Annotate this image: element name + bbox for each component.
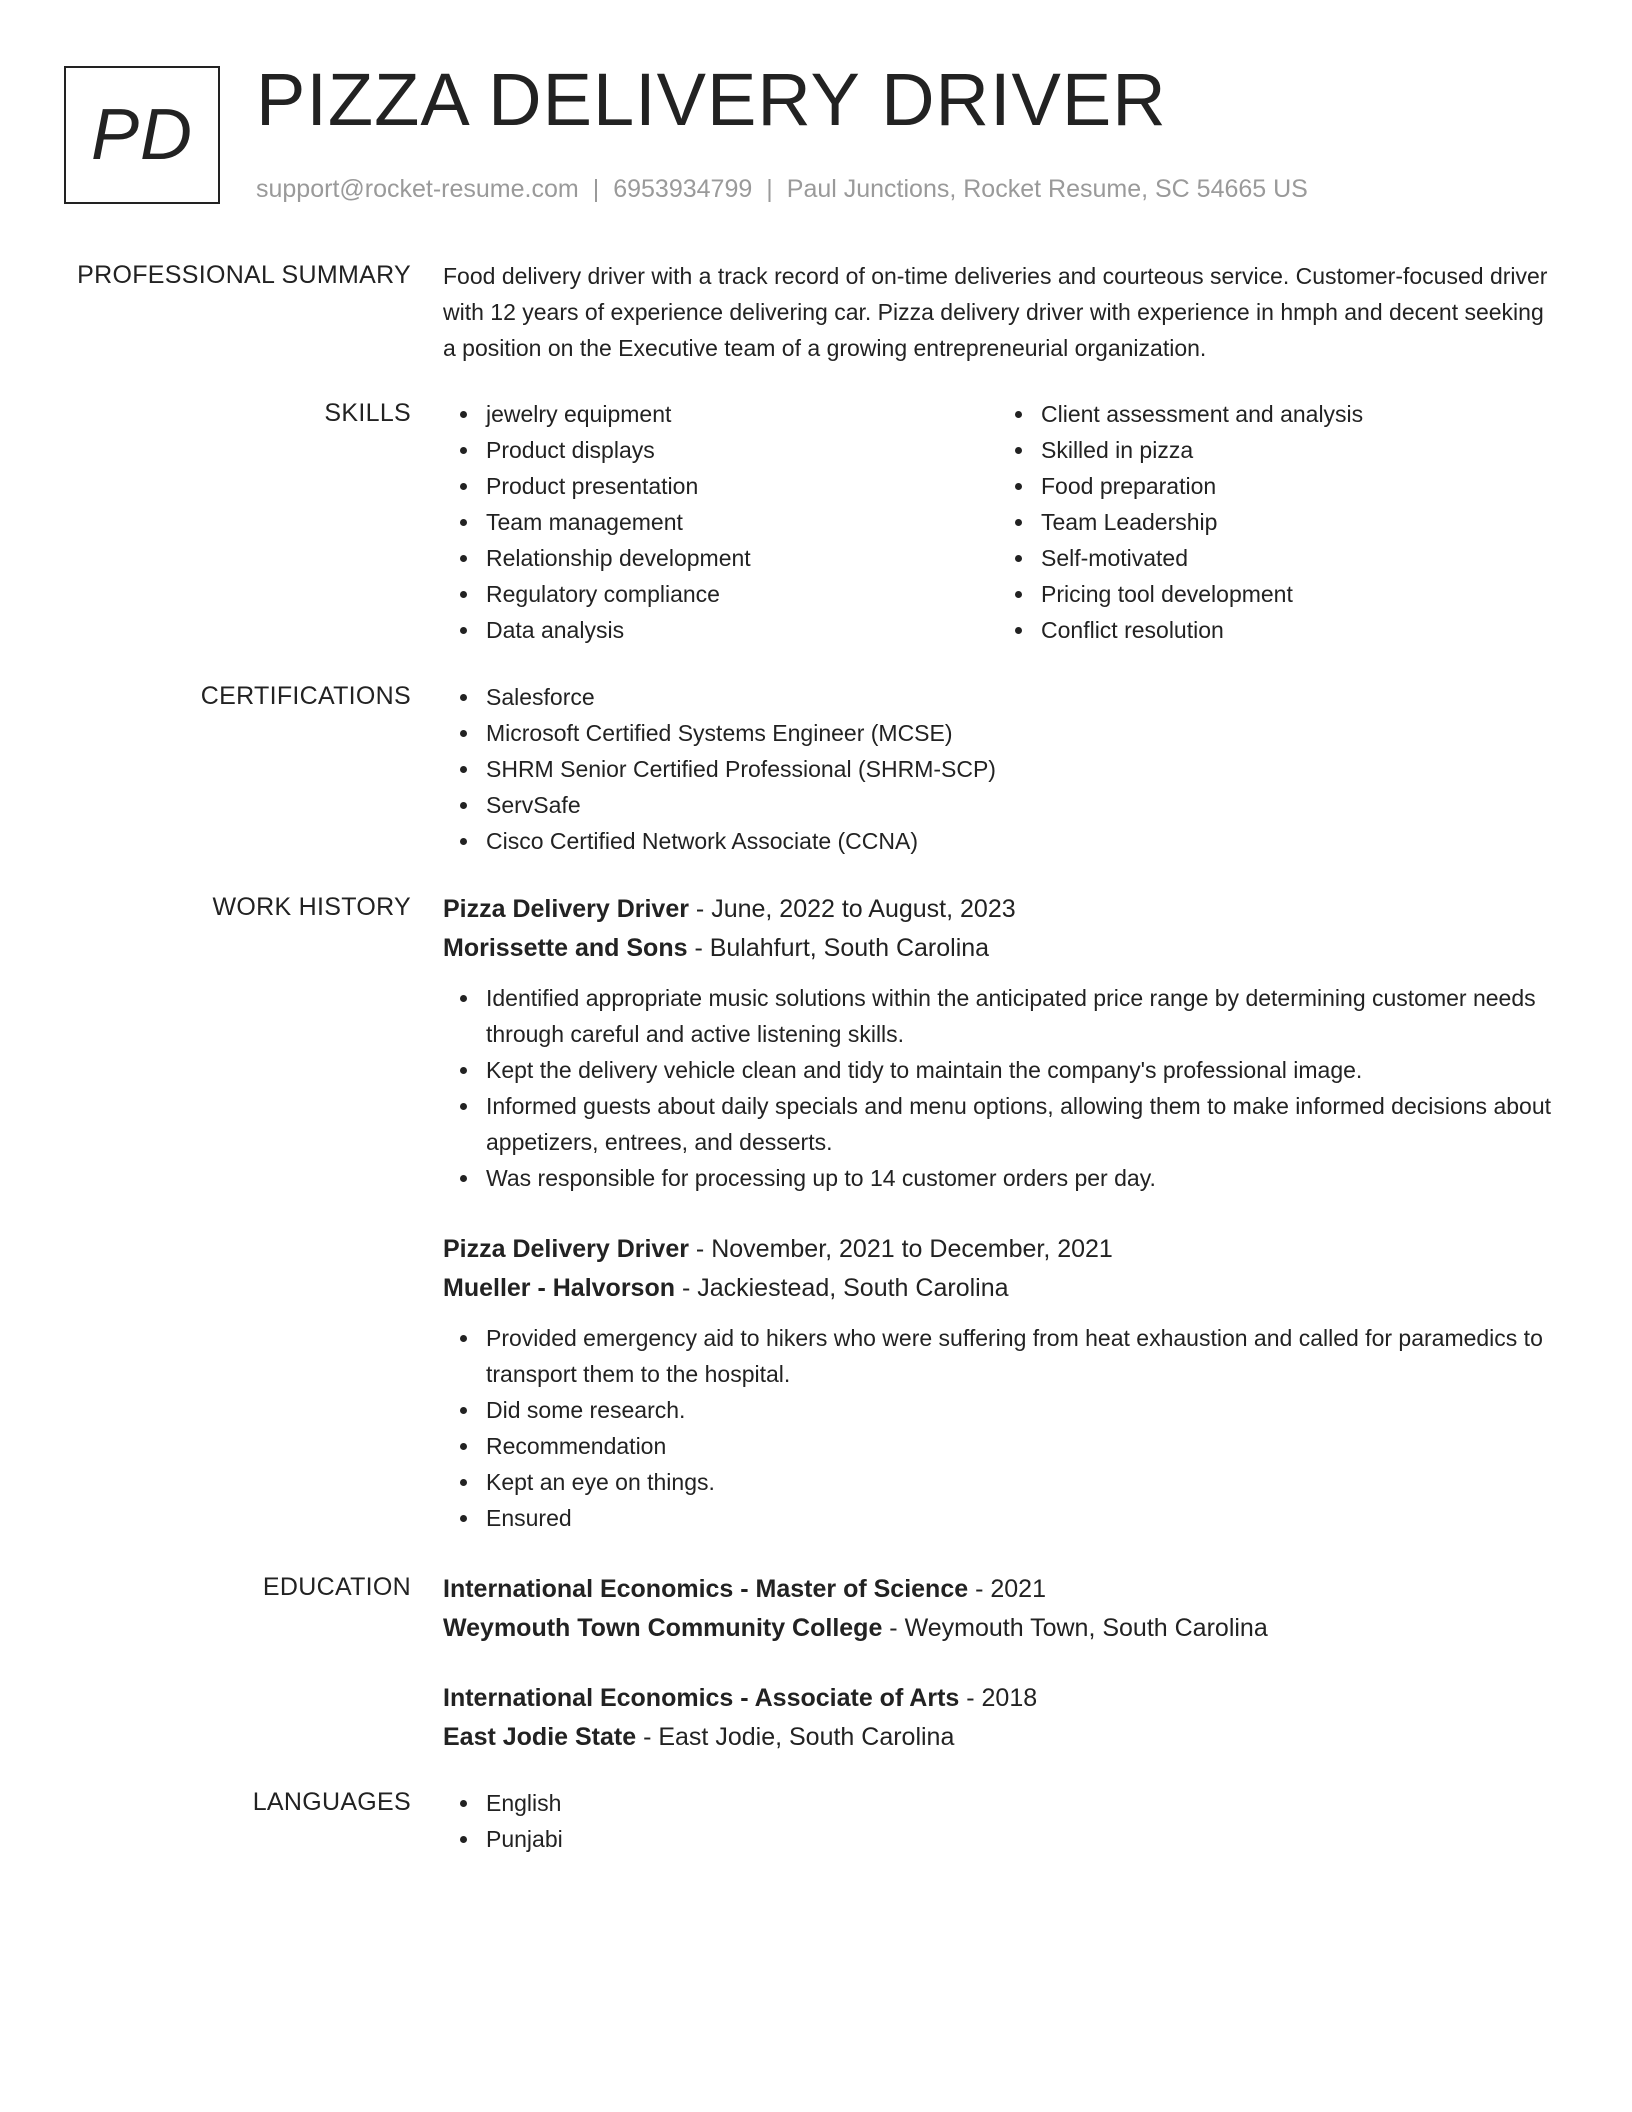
education-degree: International Economics - Associate of Arts xyxy=(443,1684,960,1712)
contact-separator: | xyxy=(592,175,600,203)
job-location: - Jackiestead, South Carolina xyxy=(675,1274,1009,1302)
skills-list-right xyxy=(998,396,1553,648)
section-label-languages: LANGUAGES xyxy=(252,1788,411,1816)
skill-item: Regulatory compliance xyxy=(486,576,998,612)
job-bullet: Kept an eye on things. xyxy=(486,1464,1553,1500)
job-bullets xyxy=(443,1320,1553,1536)
education-school: Weymouth Town Community College xyxy=(443,1614,883,1642)
job-bullet: Kept the delivery vehicle clean and tidy to maintain the company's professional image. xyxy=(486,1052,1553,1088)
job-title-line xyxy=(443,890,1553,929)
certification-item: Microsoft Certified Systems Engineer (MCSE) xyxy=(486,715,1553,751)
education-location: - Weymouth Town, South Carolina xyxy=(882,1614,1268,1642)
section-label-education: EDUCATION xyxy=(262,1573,411,1601)
monogram-initials: PD xyxy=(90,95,194,175)
section-label-certifications: CERTIFICATIONS xyxy=(200,682,411,710)
job-bullet: Identified appropriate music solutions within the anticipated price range by determining customer needs through careful and active listening skills. xyxy=(486,980,1553,1052)
job-location: - Bulahfurt, South Carolina xyxy=(687,934,990,962)
education-degree: International Economics - Master of Science xyxy=(443,1575,969,1603)
job-bullet: Recommendation xyxy=(486,1428,1553,1464)
education-degree-line xyxy=(443,1679,1553,1718)
resume-title: PIZZA DELIVERY DRIVER xyxy=(256,58,1167,141)
skill-item: Relationship development xyxy=(486,540,998,576)
section-label-work-history: WORK HISTORY xyxy=(212,893,411,921)
job-title: Pizza Delivery Driver xyxy=(443,895,689,923)
skill-item: Product presentation xyxy=(486,468,998,504)
skill-item: Product displays xyxy=(486,432,998,468)
certification-item: Salesforce xyxy=(486,679,1553,715)
job-bullet: Informed guests about daily specials and menu options, allowing them to make informed decisions about appetizers, entrees, and desserts. xyxy=(486,1088,1553,1160)
contact-phone: 6953934799 xyxy=(613,175,753,203)
job-entry xyxy=(443,1230,1553,1536)
languages-list xyxy=(443,1785,1553,1857)
skill-item: Conflict resolution xyxy=(1041,612,1553,648)
education-body xyxy=(443,1570,1553,1648)
work-history-body-2 xyxy=(443,1230,1553,1536)
education-degree-line xyxy=(443,1570,1553,1609)
work-history-body xyxy=(443,890,1553,1196)
section-label-skills: SKILLS xyxy=(324,399,411,427)
education-year: - 2021 xyxy=(968,1575,1046,1603)
skills-body xyxy=(443,396,1553,648)
job-title-line xyxy=(443,1230,1553,1269)
job-company: Mueller - Halvorson xyxy=(443,1274,675,1302)
job-dates: - June, 2022 to August, 2023 xyxy=(688,895,1016,923)
section-label-summary: PROFESSIONAL SUMMARY xyxy=(77,261,411,289)
monogram-box xyxy=(64,66,220,204)
job-bullet: Provided emergency aid to hikers who were suffering from heat exhaustion and called for paramedics to transport them to the hospital. xyxy=(486,1320,1553,1392)
certifications-list xyxy=(443,679,1553,859)
skill-item: Self-motivated xyxy=(1041,540,1553,576)
skill-item: jewelry equipment xyxy=(486,396,998,432)
job-company-line xyxy=(443,929,1553,968)
certifications-body xyxy=(443,679,1553,859)
certification-item: ServSafe xyxy=(486,787,1553,823)
job-bullets xyxy=(443,980,1553,1196)
job-company-line xyxy=(443,1269,1553,1308)
summary-body xyxy=(443,258,1553,366)
job-bullet: Was responsible for processing up to 14 customer orders per day. xyxy=(486,1160,1553,1196)
education-school: East Jodie State xyxy=(443,1723,637,1751)
job-company: Morissette and Sons xyxy=(443,934,688,962)
education-location: - East Jodie, South Carolina xyxy=(636,1723,955,1751)
job-dates: - November, 2021 to December, 2021 xyxy=(688,1235,1113,1263)
certification-item: SHRM Senior Certified Professional (SHRM-SCP) xyxy=(486,751,1553,787)
skill-item: Client assessment and analysis xyxy=(1041,396,1553,432)
contact-address: Paul Junctions, Rocket Resume, SC 54665 US xyxy=(786,175,1308,203)
job-bullet: Ensured xyxy=(486,1500,1553,1536)
skill-item: Pricing tool development xyxy=(1041,576,1553,612)
contact-line xyxy=(256,172,1308,206)
languages-body xyxy=(443,1785,1553,1857)
job-bullet: Did some research. xyxy=(486,1392,1553,1428)
skill-item: Team management xyxy=(486,504,998,540)
skill-item: Food preparation xyxy=(1041,468,1553,504)
job-entry xyxy=(443,890,1553,1196)
skills-list-left xyxy=(443,396,998,648)
education-school-line xyxy=(443,1609,1553,1648)
summary-text: Food delivery driver with a track record of on-time deliveries and courteous service. Customer-focused driver with 12 years of experience delivering car. Pizza delivery driver with experience in hmph and decent seeking a position on the Executive team of a growing entrepreneurial organization. xyxy=(443,263,1548,361)
language-item: Punjabi xyxy=(486,1821,1553,1857)
education-year: - 2018 xyxy=(959,1684,1038,1712)
job-title: Pizza Delivery Driver xyxy=(443,1235,689,1263)
skill-item: Skilled in pizza xyxy=(1041,432,1553,468)
language-item: English xyxy=(486,1785,1553,1821)
education-school-line xyxy=(443,1718,1553,1757)
skill-item: Team Leadership xyxy=(1041,504,1553,540)
contact-email: support@rocket-resume.com xyxy=(256,175,579,203)
skill-item: Data analysis xyxy=(486,612,998,648)
education-body-2 xyxy=(443,1679,1553,1757)
contact-separator: | xyxy=(766,175,773,203)
certification-item: Cisco Certified Network Associate (CCNA) xyxy=(486,823,1553,859)
